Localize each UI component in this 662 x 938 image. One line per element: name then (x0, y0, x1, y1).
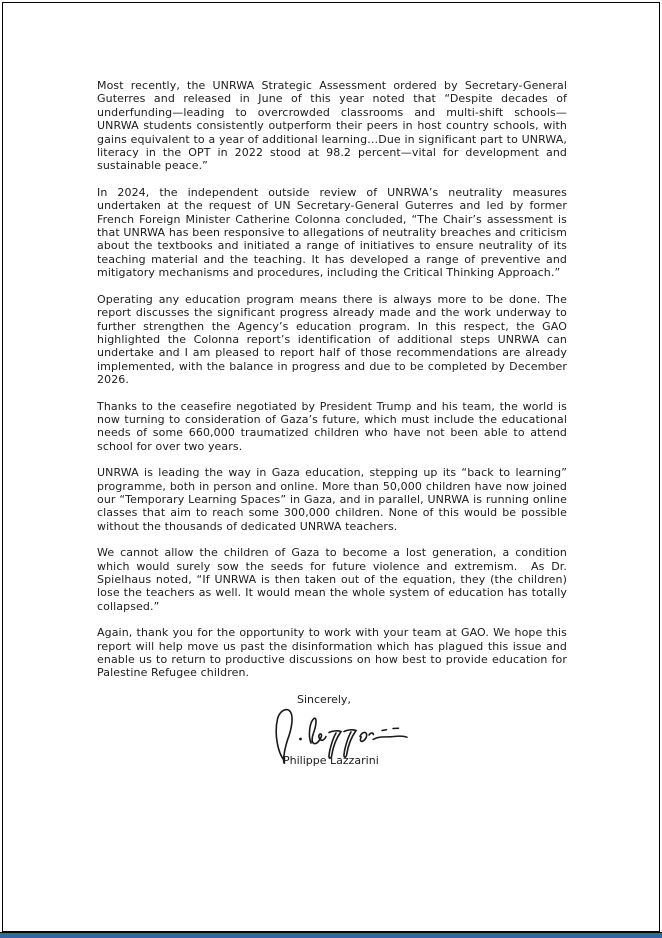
letter-paragraph: Most recently, the UNRWA Strategic Assessment ordered by Secretary-General Guterres and released in June of this year noted that “Despite decades of underfunding—leading to overcrowded classrooms and multi-shift schools— UNRWA students consistently outperform their peers in host country schools, with gains equivalent to a year of additional learning…Due in significant part to UNRWA, literacy in the OPT in 2022 stood at 98.2 percent—vital for development and sustainable peace.” (97, 79, 567, 173)
letter-body (97, 79, 567, 767)
letter-page (2, 2, 660, 932)
letter-paragraph: In 2024, the independent outside review of UNRWA’s neutrality measures undertaken at the request of UN Secretary-General Guterres and led by former French Foreign Minister Catherine Colonna concluded, “The Chair’s assessment is that UNRWA has been responsive to allegations of neutrality breaches and criticism about the textbooks and initiated a range of initiatives to ensure neutrality of its teaching material and the teaching. It has developed a range of preventive and mitigatory mechanisms and procedures, including the Critical Thinking Approach.” (97, 185, 567, 280)
letter-paragraph: UNRWA is leading the way in Gaza education, stepping up its “back to learning” programme, both in person and online. More than 50,000 children have now joined our “Temporary Learning Spaces” in Gaza, and in parallel, UNRWA is running online classes that aim to reach some 300,000 children. None of this would be possible without the thousands of dedicated UNRWA teachers. (97, 466, 567, 533)
closing-salutation: Sincerely, (297, 692, 351, 706)
letter-paragraph: We cannot allow the children of Gaza to become a lost generation, a condition which would surely sow the seeds for future violence and extremism. As Dr. Spielhaus noted, “If UNRWA is then taken out of the equation, they (the children) lose the teachers as well. It would mean the whole system of education has totally collapsed.” (97, 546, 567, 613)
signature-block (97, 693, 567, 767)
letter-paragraph: Operating any education program means there is always more to be done. The report discusses the significant progress already made and the work underway to further strengthen the Agency’s education program. In this respect, the GAO highlighted the Colonna report’s identification of additional steps UNRWA can undertake and I am pleased to report half of those recommendations are already implemented, with the balance in progress and due to be completed by December 2026. (97, 292, 567, 387)
signatory-name: Philippe Lazzarini (283, 753, 379, 767)
letter-paragraph: Thanks to the ceasefire negotiated by President Trump and his team, the world is now turning to consideration of Gaza’s future, which must include the educational needs of some 660,000 traumatized children who have not been able to attend school for over two years. (97, 399, 567, 453)
window-edge-bar (0, 932, 662, 938)
letter-paragraph: Again, thank you for the opportunity to work with your team at GAO. We hope this report will help move us past the disinformation which has plagued this issue and enable us to return to productive discussions on how best to provide education for Palestine Refugee children. (97, 626, 567, 680)
